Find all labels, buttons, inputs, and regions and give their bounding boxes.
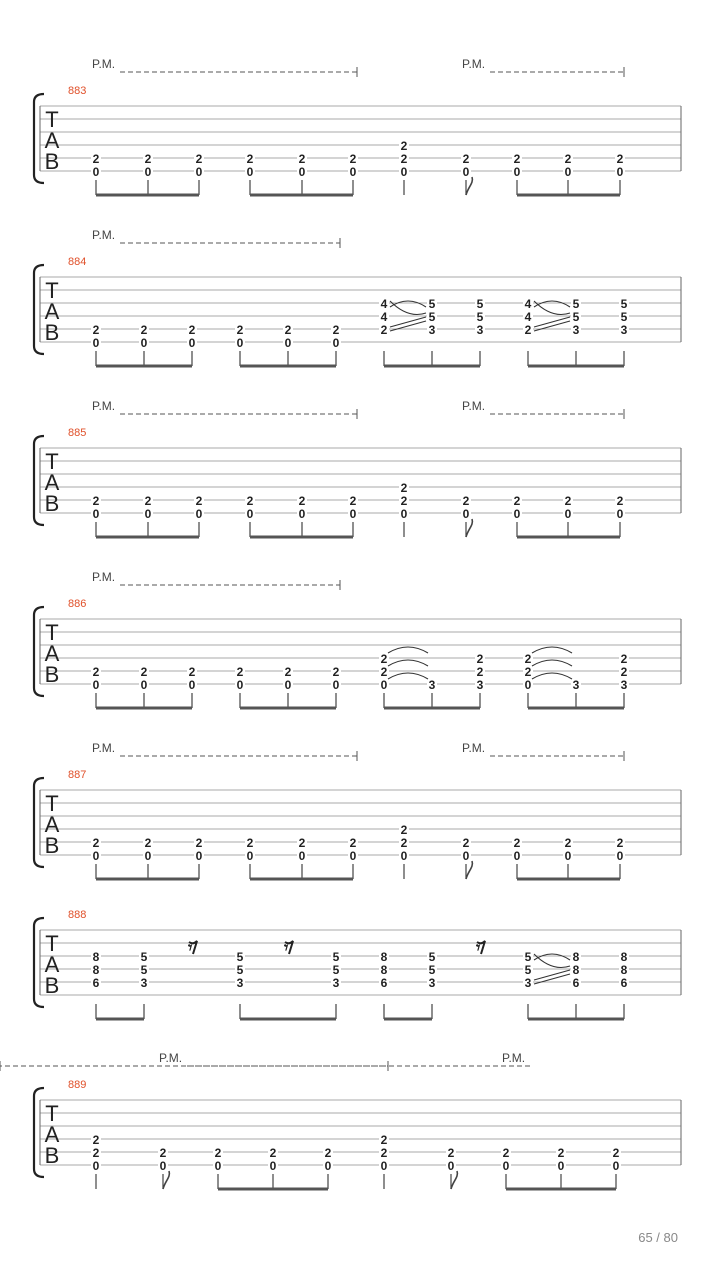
fret-number: 5 xyxy=(332,963,340,977)
fret-number: 5 xyxy=(236,950,244,964)
fret-number: 5 xyxy=(572,297,580,311)
fret-number: 0 xyxy=(298,849,306,863)
fret-number: 5 xyxy=(524,963,532,977)
fret-number: 0 xyxy=(92,336,100,350)
measure-number: 884 xyxy=(68,256,87,268)
fret-number: 0 xyxy=(557,1159,565,1173)
fret-number: 0 xyxy=(462,507,470,521)
fret-number: 0 xyxy=(195,849,203,863)
fret-number: 3 xyxy=(476,323,484,337)
fret-number: 3 xyxy=(236,976,244,990)
fret-number: 5 xyxy=(620,310,628,324)
fret-number: 2 xyxy=(616,494,624,508)
tab-clef-letter: B xyxy=(44,491,60,516)
fret-number: 4 xyxy=(380,310,388,324)
fret-number: 2 xyxy=(462,494,470,508)
fret-number: 2 xyxy=(92,665,100,679)
fret-number: 3 xyxy=(476,678,484,692)
fret-number: 2 xyxy=(557,1146,565,1160)
palm-mute-label: P.M. xyxy=(462,57,486,71)
fret-number: 0 xyxy=(236,336,244,350)
fret-number: 0 xyxy=(284,678,292,692)
fret-number: 5 xyxy=(140,963,148,977)
tab-clef-letter: B xyxy=(44,1143,60,1168)
fret-number: 3 xyxy=(524,976,532,990)
measure-number: 886 xyxy=(68,598,87,610)
staff-system xyxy=(34,909,681,1019)
system-bracket xyxy=(34,94,44,183)
fret-number: 4 xyxy=(524,297,532,311)
tab-clef-letter: B xyxy=(44,320,60,345)
palm-mute-label: P.M. xyxy=(462,741,486,755)
fret-number: 5 xyxy=(428,297,436,311)
fret-number: 3 xyxy=(428,678,436,692)
fret-number: 2 xyxy=(144,494,152,508)
fret-number: 2 xyxy=(616,152,624,166)
fret-number: 2 xyxy=(332,665,340,679)
fret-number: 5 xyxy=(524,950,532,964)
fret-number: 2 xyxy=(564,152,572,166)
fret-number: 6 xyxy=(620,976,628,990)
staff-system xyxy=(34,228,681,366)
fret-number: 0 xyxy=(188,678,196,692)
fret-number: 2 xyxy=(92,152,100,166)
fret-number: 3 xyxy=(332,976,340,990)
tie-arc xyxy=(388,660,428,666)
fret-number: 0 xyxy=(298,165,306,179)
fret-number: 0 xyxy=(400,507,408,521)
tab-clef-letter: T xyxy=(45,107,59,132)
tab-clef-letter: T xyxy=(45,278,59,303)
fret-number: 3 xyxy=(620,323,628,337)
fret-number: 0 xyxy=(332,336,340,350)
fret-number: 8 xyxy=(92,950,100,964)
fret-number: 2 xyxy=(332,323,340,337)
fret-number: 2 xyxy=(92,836,100,850)
fret-number: 2 xyxy=(400,823,408,837)
fret-number: 0 xyxy=(144,507,152,521)
fret-number: 0 xyxy=(616,165,624,179)
fret-number: 5 xyxy=(476,297,484,311)
fret-number: 2 xyxy=(246,836,254,850)
fret-number: 2 xyxy=(214,1146,222,1160)
fret-number: 0 xyxy=(298,507,306,521)
fret-number: 0 xyxy=(144,165,152,179)
tab-clef-letter: A xyxy=(44,1122,60,1147)
fret-number: 5 xyxy=(572,310,580,324)
tab-clef-letter: B xyxy=(44,833,60,858)
tab-clef-letter: T xyxy=(45,931,59,956)
system-bracket xyxy=(34,607,44,696)
tie-arc xyxy=(388,647,428,653)
fret-number: 2 xyxy=(92,1133,100,1147)
fret-number: 2 xyxy=(513,152,521,166)
palm-mute-label: P.M. xyxy=(92,57,116,71)
fret-number: 2 xyxy=(447,1146,455,1160)
system-bracket xyxy=(34,918,44,1007)
fret-number: 0 xyxy=(612,1159,620,1173)
fret-number: 5 xyxy=(428,950,436,964)
tab-clef-letter: T xyxy=(45,791,59,816)
fret-number: 3 xyxy=(572,678,580,692)
tab-clef-letter: B xyxy=(44,973,60,998)
note-flag xyxy=(163,1171,169,1189)
fret-number: 2 xyxy=(380,323,388,337)
fret-number: 2 xyxy=(524,323,532,337)
fret-number: 2 xyxy=(349,836,357,850)
palm-mute-label: P.M. xyxy=(462,399,486,413)
fret-number: 8 xyxy=(572,963,580,977)
fret-number: 8 xyxy=(380,963,388,977)
page-number: 65 / 80 xyxy=(638,1230,678,1245)
fret-number: 2 xyxy=(616,836,624,850)
fret-number: 0 xyxy=(380,678,388,692)
fret-number: 0 xyxy=(400,849,408,863)
fret-number: 2 xyxy=(380,1133,388,1147)
tab-clef-letter: A xyxy=(44,812,60,837)
fret-number: 2 xyxy=(246,152,254,166)
fret-number: 0 xyxy=(447,1159,455,1173)
note-flag xyxy=(466,177,472,195)
palm-mute-label: P.M. xyxy=(92,570,116,584)
fret-number: 3 xyxy=(572,323,580,337)
fret-number: 2 xyxy=(195,152,203,166)
fret-number: 0 xyxy=(236,678,244,692)
fret-number: 0 xyxy=(513,507,521,521)
staff-system xyxy=(34,570,681,708)
eighth-rest: 𝄾 xyxy=(284,938,289,957)
fret-number: 0 xyxy=(188,336,196,350)
tab-clef-letter: A xyxy=(44,952,60,977)
staff-system xyxy=(34,741,681,879)
tie-arc xyxy=(532,660,572,666)
fret-number: 5 xyxy=(236,963,244,977)
fret-number: 8 xyxy=(572,950,580,964)
fret-number: 2 xyxy=(513,494,521,508)
fret-number: 4 xyxy=(524,310,532,324)
fret-number: 3 xyxy=(428,976,436,990)
fret-number: 0 xyxy=(462,849,470,863)
note-flag xyxy=(466,861,472,879)
fret-number: 2 xyxy=(140,323,148,337)
fret-number: 0 xyxy=(144,849,152,863)
fret-number: 6 xyxy=(572,976,580,990)
fret-number: 0 xyxy=(513,165,521,179)
fret-number: 0 xyxy=(246,507,254,521)
fret-number: 2 xyxy=(476,665,484,679)
fret-number: 2 xyxy=(92,1146,100,1160)
measure-number: 885 xyxy=(68,427,87,439)
fret-number: 0 xyxy=(92,165,100,179)
fret-number: 2 xyxy=(246,494,254,508)
fret-number: 5 xyxy=(332,950,340,964)
fret-number: 0 xyxy=(269,1159,277,1173)
staff-system xyxy=(34,57,681,195)
fret-number: 2 xyxy=(195,494,203,508)
eighth-rest: 𝄾 xyxy=(476,938,481,957)
fret-number: 3 xyxy=(428,323,436,337)
tab-clef-letter: T xyxy=(45,1101,59,1126)
fret-number: 0 xyxy=(616,849,624,863)
fret-number: 2 xyxy=(284,323,292,337)
fret-number: 0 xyxy=(92,849,100,863)
fret-number: 0 xyxy=(349,849,357,863)
fret-number: 0 xyxy=(502,1159,510,1173)
fret-number: 0 xyxy=(195,507,203,521)
note-flag xyxy=(466,519,472,537)
fret-number: 0 xyxy=(564,165,572,179)
eighth-rest: 𝄾 xyxy=(188,938,193,957)
tab-clef-letter: B xyxy=(44,149,60,174)
fret-number: 3 xyxy=(140,976,148,990)
staff-system xyxy=(0,1051,681,1189)
tab-clef-letter: B xyxy=(44,662,60,687)
measure-number: 889 xyxy=(68,1079,87,1091)
fret-number: 2 xyxy=(92,323,100,337)
fret-number: 0 xyxy=(92,1159,100,1173)
tab-clef-letter: A xyxy=(44,641,60,666)
fret-number: 2 xyxy=(92,494,100,508)
fret-number: 2 xyxy=(400,836,408,850)
measure-number: 888 xyxy=(68,909,87,921)
fret-number: 2 xyxy=(236,323,244,337)
fret-number: 2 xyxy=(524,665,532,679)
note-flag xyxy=(451,1171,457,1189)
fret-number: 2 xyxy=(620,652,628,666)
system-bracket xyxy=(34,436,44,525)
fret-number: 5 xyxy=(428,310,436,324)
system-bracket xyxy=(34,1088,44,1177)
fret-number: 5 xyxy=(476,310,484,324)
fret-number: 2 xyxy=(400,152,408,166)
fret-number: 0 xyxy=(513,849,521,863)
fret-number: 0 xyxy=(616,507,624,521)
tie-arc xyxy=(388,673,428,679)
fret-number: 0 xyxy=(462,165,470,179)
tie-arc xyxy=(532,647,572,653)
fret-number: 2 xyxy=(502,1146,510,1160)
fret-number: 5 xyxy=(620,297,628,311)
fret-number: 0 xyxy=(92,678,100,692)
fret-number: 2 xyxy=(195,836,203,850)
fret-number: 0 xyxy=(400,165,408,179)
fret-number: 0 xyxy=(284,336,292,350)
fret-number: 2 xyxy=(349,494,357,508)
fret-number: 2 xyxy=(269,1146,277,1160)
fret-number: 0 xyxy=(564,849,572,863)
palm-mute-label: P.M. xyxy=(92,228,116,242)
fret-number: 5 xyxy=(428,963,436,977)
tab-clef-letter: A xyxy=(44,299,60,324)
fret-number: 3 xyxy=(620,678,628,692)
fret-number: 8 xyxy=(620,963,628,977)
system-bracket xyxy=(34,265,44,354)
fret-number: 0 xyxy=(564,507,572,521)
measure-number: 883 xyxy=(68,85,87,97)
fret-number: 2 xyxy=(462,836,470,850)
fret-number: 2 xyxy=(380,665,388,679)
fret-number: 0 xyxy=(214,1159,222,1173)
fret-number: 2 xyxy=(144,836,152,850)
tie-arc xyxy=(532,673,572,679)
fret-number: 2 xyxy=(159,1146,167,1160)
fret-number: 2 xyxy=(144,152,152,166)
measure-number: 887 xyxy=(68,769,87,781)
tab-clef-letter: T xyxy=(45,449,59,474)
system-bracket xyxy=(34,778,44,867)
fret-number: 2 xyxy=(400,481,408,495)
fret-number: 0 xyxy=(246,165,254,179)
tab-clef-letter: A xyxy=(44,128,60,153)
fret-number: 2 xyxy=(380,652,388,666)
palm-mute-label: P.M. xyxy=(92,741,116,755)
fret-number: 2 xyxy=(236,665,244,679)
tab-clef-letter: A xyxy=(44,470,60,495)
tab-clef-letter: T xyxy=(45,620,59,645)
fret-number: 8 xyxy=(620,950,628,964)
fret-number: 8 xyxy=(92,963,100,977)
fret-number: 2 xyxy=(349,152,357,166)
fret-number: 0 xyxy=(140,336,148,350)
fret-number: 2 xyxy=(324,1146,332,1160)
fret-number: 2 xyxy=(513,836,521,850)
fret-number: 0 xyxy=(159,1159,167,1173)
fret-number: 2 xyxy=(188,323,196,337)
fret-number: 0 xyxy=(195,165,203,179)
fret-number: 2 xyxy=(462,152,470,166)
fret-number: 0 xyxy=(524,678,532,692)
fret-number: 2 xyxy=(140,665,148,679)
fret-number: 2 xyxy=(564,836,572,850)
fret-number: 0 xyxy=(332,678,340,692)
staff-system xyxy=(34,399,681,537)
fret-number: 2 xyxy=(400,139,408,153)
fret-number: 4 xyxy=(380,297,388,311)
fret-number: 2 xyxy=(564,494,572,508)
fret-number: 2 xyxy=(476,652,484,666)
fret-number: 2 xyxy=(188,665,196,679)
fret-number: 2 xyxy=(612,1146,620,1160)
fret-number: 2 xyxy=(400,494,408,508)
fret-number: 2 xyxy=(524,652,532,666)
fret-number: 2 xyxy=(298,494,306,508)
palm-mute-label: P.M. xyxy=(92,399,116,413)
fret-number: 2 xyxy=(298,152,306,166)
fret-number: 6 xyxy=(92,976,100,990)
fret-number: 8 xyxy=(380,950,388,964)
fret-number: 0 xyxy=(349,507,357,521)
fret-number: 0 xyxy=(324,1159,332,1173)
fret-number: 2 xyxy=(298,836,306,850)
fret-number: 0 xyxy=(92,507,100,521)
fret-number: 6 xyxy=(380,976,388,990)
fret-number: 2 xyxy=(380,1146,388,1160)
fret-number: 0 xyxy=(246,849,254,863)
fret-number: 5 xyxy=(140,950,148,964)
fret-number: 2 xyxy=(284,665,292,679)
fret-number: 0 xyxy=(380,1159,388,1173)
fret-number: 0 xyxy=(140,678,148,692)
fret-number: 0 xyxy=(349,165,357,179)
palm-mute-label: P.M. xyxy=(159,1051,183,1065)
palm-mute-label: P.M. xyxy=(502,1051,526,1065)
fret-number: 2 xyxy=(620,665,628,679)
